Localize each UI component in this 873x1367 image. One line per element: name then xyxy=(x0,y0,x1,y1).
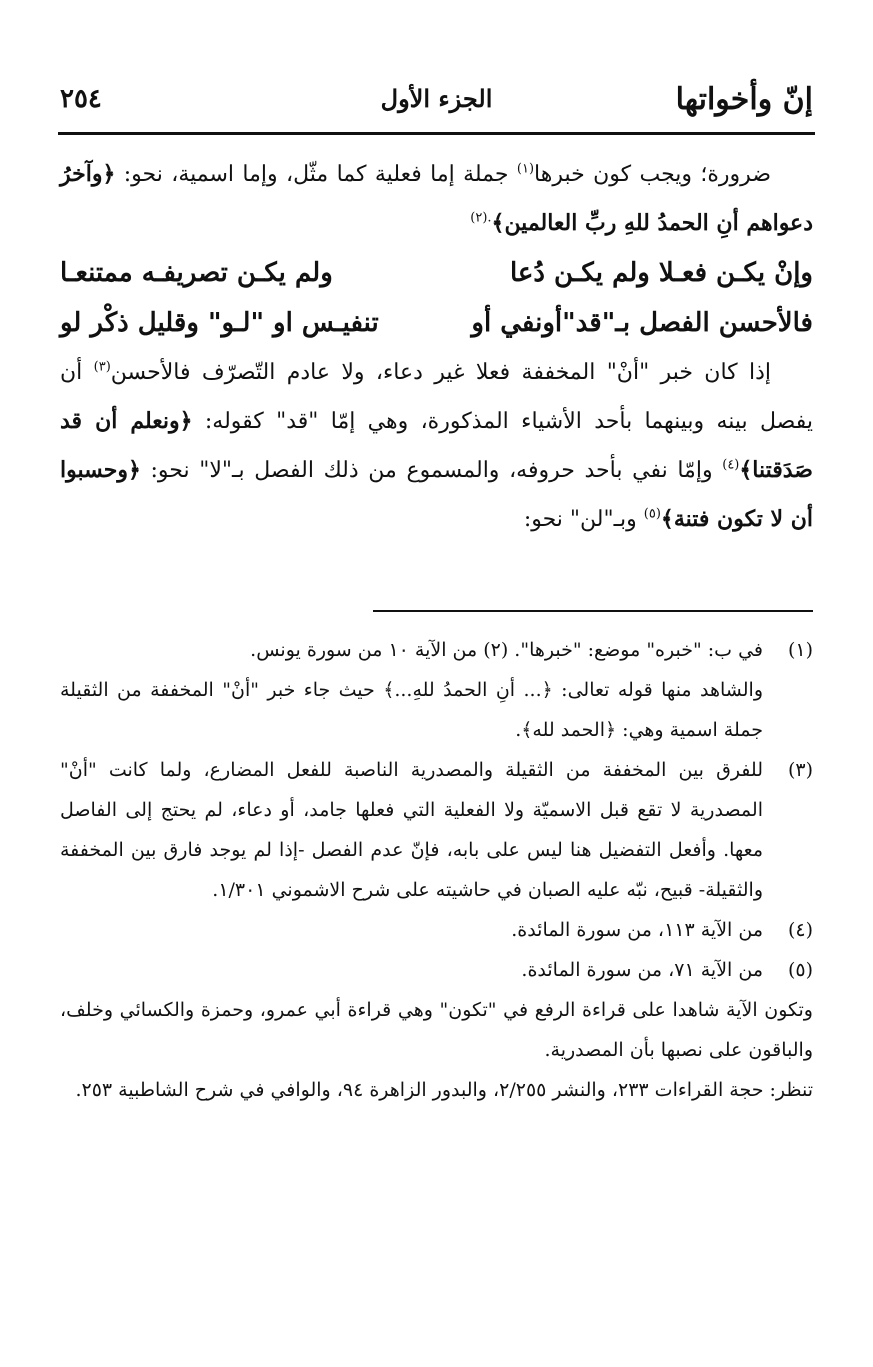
text-segment: إذا كان خبر "أنْ" المخففة فعلا غير دعاء، ولا عادم التّصرّف فالأحسن xyxy=(110,360,772,385)
footnote-text: في ب: "خبره" موضع: "خبرها". (٢) من الآية ١٠ من سورة يونس. xyxy=(250,639,763,661)
text-segment: وإمّا نفي بأحد حروفه، والمسموع من ذلك الفصل بـ"لا" نحو: xyxy=(140,458,723,483)
footnote-ref: (١) xyxy=(516,161,535,177)
text-segment: أن يفصل بينه وبينهما بأحد الأشياء المذكورة، وهي إمّا "قد" كقوله: xyxy=(60,360,813,434)
footnote-number: (٣) xyxy=(787,759,813,781)
footnote-ref: (٣) xyxy=(93,359,111,375)
quran-quote: ﴿وآخرُ دعواهم أنِ الحمدُ للهِ ربِّ العالمين﴾ xyxy=(60,161,813,236)
verse-line-1 xyxy=(60,248,813,298)
text-segment: ضرورة؛ ويجب كون خبرها xyxy=(534,162,771,187)
footnote-5 xyxy=(60,950,813,990)
footnote-ref: .(٢) xyxy=(470,210,492,226)
page-number: ٢٥٤ xyxy=(60,84,102,114)
footnote-number: (٤) xyxy=(787,919,813,941)
header-divider xyxy=(58,132,815,135)
footnote-number-spacer xyxy=(763,670,813,750)
footnote-number: (٥) xyxy=(787,959,813,981)
verse-hemistich-left: تنفيـس او "لـو" وقليل ذكْر لو xyxy=(60,308,379,338)
footnote-3 xyxy=(60,750,813,910)
footnote-continuation: وتكون الآية شاهدا على قراءة الرفع في "تكون" وهي قراءة أبي عمرو، وحمزة والكسائي وخلف، والباقون على نصبها بأن المصدرية. xyxy=(60,999,813,1061)
footnote-number: (١) xyxy=(787,639,813,661)
text-segment: وبـ"لن" نحو: xyxy=(523,507,644,532)
quran-quote: ﴿ونعلم أن قد صَدَقتنا﴾ xyxy=(60,408,813,483)
quran-quote: ﴿وحسبوا أن لا تكون فتنة﴾ xyxy=(60,457,813,532)
footnote-ref: (٥) xyxy=(643,506,661,522)
footnote-text: من الآية ١١٣، من سورة المائدة. xyxy=(511,919,763,941)
footnote-text: والشاهد منها قوله تعالى: ﴿... أنِ الحمدُ للهِ...﴾ حيث جاء خبر "أنْ" المخففة من الثقيلة جملة اسمية وهي: ﴿الحمد لله﴾. xyxy=(60,679,763,741)
footnote-text: للفرق بين المخففة من الثقيلة والمصدرية الناصبة للفعل المضارع، ولما كانت "أنْ" المصدرية لا تقع قبل الاسميّة ولا الفعلية التي فعلها جامد، أو دعاء، لم يحتج إلى الفاصل معها. وأفعل التفضيل هنا ليس على بابه، فإنّ عدم الفصل -إذا لم يوجد فارق بين المخففة والثقيلة- قبيح، نبّه عليه الصبان في حاشيته على شرح الاشموني ١/٣٠١. xyxy=(60,759,763,901)
footnote-1 xyxy=(60,630,813,670)
footnote-ref: (٤) xyxy=(722,457,740,473)
verse-line-2 xyxy=(60,298,813,348)
verse-hemistich-right: وإنْ يكـن فعـلا ولم يكـن دُعا xyxy=(509,258,813,288)
paragraph-1 xyxy=(60,150,813,248)
main-text xyxy=(60,150,813,544)
verse-hemistich-left: ولم يكـن تصريفـه ممتنعـا xyxy=(60,258,333,288)
paragraph-2 xyxy=(60,348,813,544)
footnote-2-continuation xyxy=(60,670,813,750)
footnote-divider xyxy=(373,610,813,612)
text-segment: جملة إما فعلية كما مثّل، وإما اسمية، نحو: xyxy=(115,162,517,187)
verse-hemistich-right: فالأحسن الفصل بـ"قد"أونفي أو xyxy=(471,308,813,338)
footnote-4 xyxy=(60,910,813,950)
part-title: الجزء الأول xyxy=(380,84,493,113)
footnote-text: من الآية ٧١، من سورة المائدة. xyxy=(521,959,763,981)
footnotes xyxy=(60,630,813,1110)
chapter-title: إنّ وأخواتها xyxy=(675,82,813,117)
footnote-continuation: تنظر: حجة القراءات ٢٣٣، والنشر ٢/٢٥٥، والبدور الزاهرة ٩٤، والوافي في شرح الشاطبية ٢٥٣. xyxy=(75,1079,813,1101)
page-header xyxy=(60,78,813,126)
